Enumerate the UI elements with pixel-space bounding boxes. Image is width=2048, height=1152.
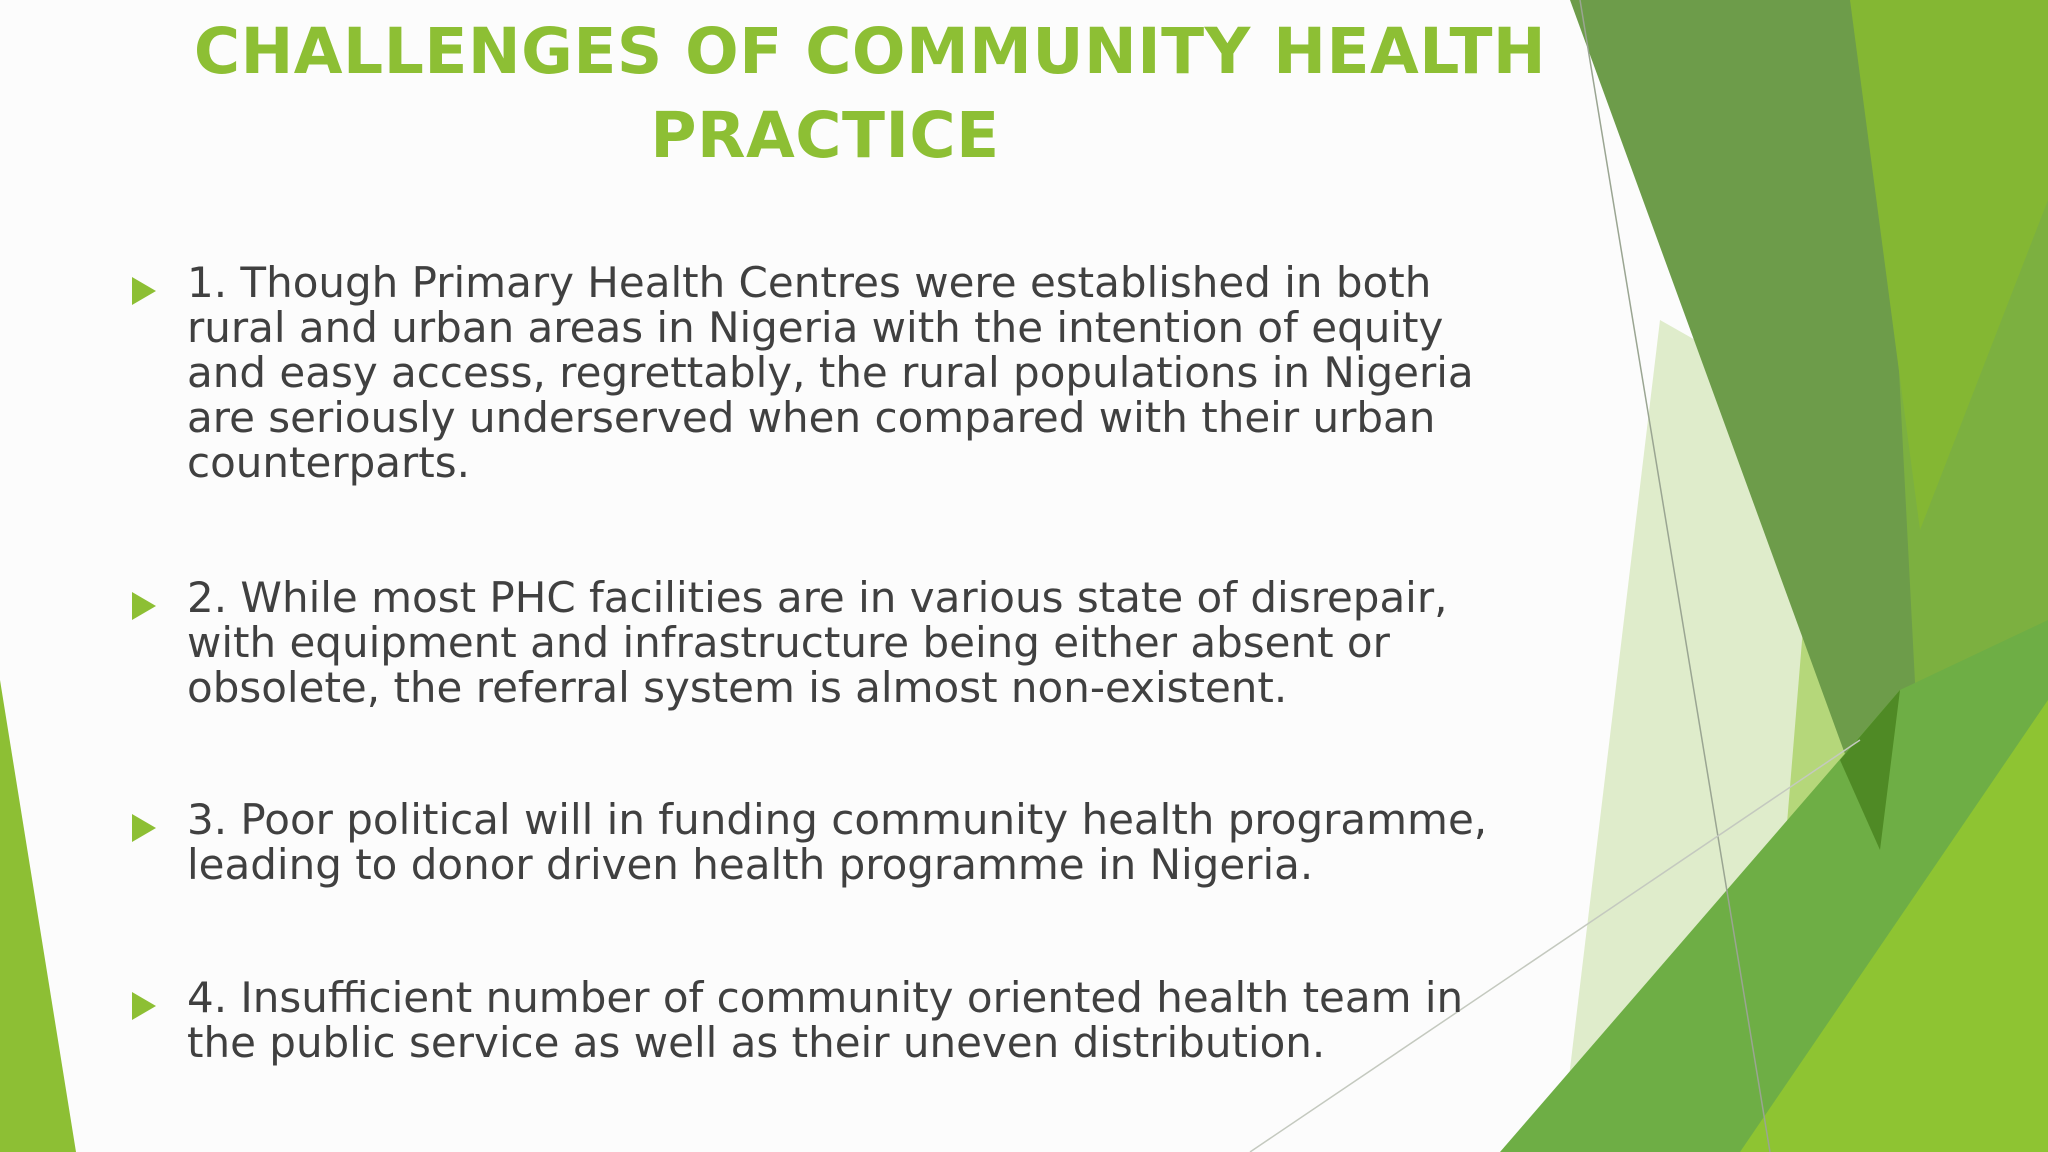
bullet-text: 3. Poor political will in funding community health programme, leading to donor driven health programme in Nigeria. [187,795,1488,889]
title-line-1: CHALLENGES OF COMMUNITY HEALTH [193,15,1547,88]
bullet-item-3 [130,797,1550,887]
bullet-text: 2. While most PHC facilities are in various state of disrepair, with equipment and infrastructure being either absent or obsolete, the referral system is almost non-existent. [187,573,1448,712]
triangle-bullet-icon [132,592,156,620]
bullet-item-1 [130,260,1550,485]
bullet-item-2 [130,575,1550,710]
slide-title [0,10,1740,178]
triangle-bullet-icon [132,814,156,842]
title-line-2: PRACTICE [650,99,1000,172]
bullet-text: 1. Though Primary Health Centres were established in both rural and urban areas in Nigeria with the intention of equity and easy access, regrettably, the rural populations in Nigeria are seriously underserved when compared with their urban counterparts. [187,258,1474,487]
triangle-bullet-icon [132,277,156,305]
bullet-item-4 [130,975,1550,1065]
bullet-text: 4. Insufficient number of community oriented health team in the public service as well as their uneven distribution. [187,973,1464,1067]
triangle-bullet-icon [132,992,156,1020]
left-green-sliver [0,680,76,1152]
